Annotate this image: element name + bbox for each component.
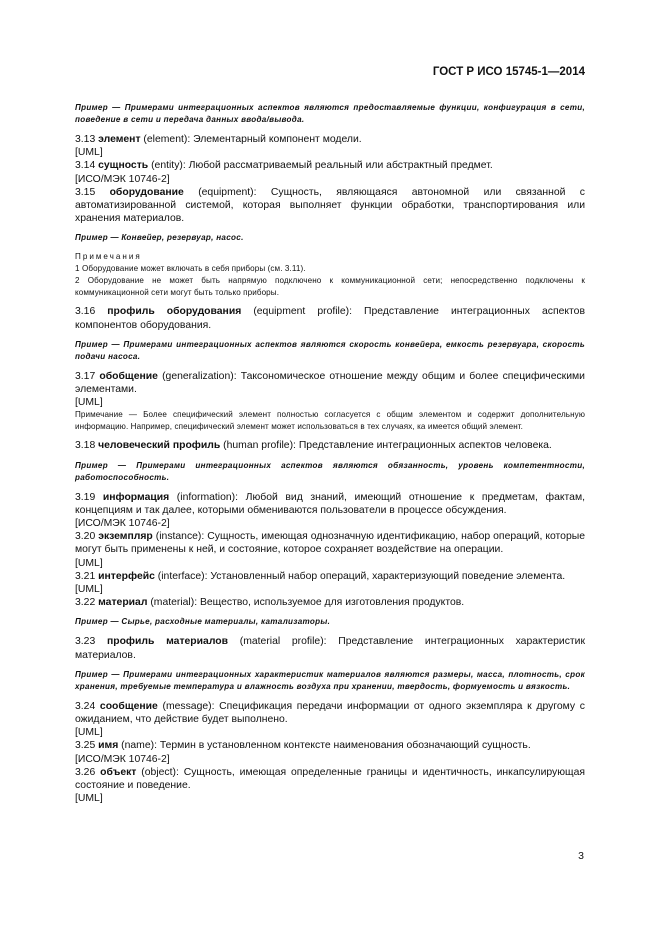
term-number: 3.21 [75, 570, 99, 582]
example-text: Пример — Сырье, расходные материалы, катализаторы. [75, 617, 331, 627]
term-text: (generalization): Таксономическое отношение между общим и более специфическими элементами. [75, 370, 585, 396]
term-definition [75, 305, 585, 331]
term-name: обобщение [99, 370, 158, 382]
term-number: 3.20 [75, 531, 99, 543]
notes-heading: Примечания [75, 252, 142, 262]
document-body [75, 95, 585, 806]
term-definition [75, 766, 585, 792]
term-number: 3.19 [75, 491, 103, 503]
term-name: профиль оборудования [107, 306, 242, 318]
example-text: Пример — Примерами интеграционных характеристик материалов являются размеры, масса, плотность, срок хранения, требуемые температура и влажность воздуха при хранении, твердость, формуемость и вязкость. [75, 669, 585, 691]
term-name: сущность [98, 160, 149, 172]
term-text: (name): Термин в установленном контексте наименования обозначающий сущность. [118, 740, 531, 752]
term-name: человеческий профиль [98, 440, 221, 452]
note-text: Примечание — Более специфический элемент полностью согласуется с общим элементом и содержит дополнительную информацию. Например, специфический элемент может использоваться в тех случаях, ка имеется общий элемент. [75, 410, 585, 432]
term-name: сообщение [99, 700, 158, 712]
term-text: (material): Вещество, используемое для изготовления продуктов. [147, 597, 465, 609]
term-definition [75, 370, 585, 396]
term-definition [75, 491, 585, 517]
note-text: 1 Оборудование может включать в себя приборы (см. 3.11). [75, 264, 306, 274]
source-reference: [UML] [75, 397, 103, 409]
example-text: Пример — Примерами интеграционных аспектов являются обязанность, уровень компетентности, работоспособность. [75, 460, 585, 482]
page-number: 3 [578, 850, 584, 862]
term-name: объект [100, 766, 137, 778]
term-definition [75, 596, 585, 609]
note-text: 2 Оборудование не может быть напрямую подключено к коммуникационной сети; непосредственно подключены к коммуникационной сети могут быть только приборы. [75, 276, 585, 298]
term-definition [75, 439, 585, 452]
source-reference: [ИСО/МЭК 10746-2] [75, 173, 170, 185]
term-name: материал [98, 597, 148, 609]
term-number: 3.24 [75, 700, 100, 712]
term-text: (information): Любой вид знаний, имеющий отношение к предметам, фактам, концепциям и так далее, которыми обмениваются пользователи в процессе обсуждения. [75, 491, 585, 516]
example-text: Пример — Примерами интеграционных аспектов являются скорость конвейера, емкость резервуара, скорость подачи насоса. [75, 339, 585, 361]
source-reference: [UML] [75, 147, 103, 159]
term-number: 3.17 [75, 370, 100, 382]
term-name: элемент [98, 134, 141, 145]
source-reference: [UML] [75, 584, 103, 596]
term-number: 3.18 [75, 440, 99, 452]
source-reference: [UML] [75, 727, 103, 739]
term-definition [75, 186, 585, 226]
term-number: 3.26 [75, 766, 101, 778]
term-name: интерфейс [98, 570, 155, 582]
term-name: информация [102, 491, 170, 503]
term-number: 3.15 [75, 186, 110, 198]
term-number: 3.25 [75, 740, 99, 752]
term-number: 3.14 [75, 160, 99, 172]
term-definition [75, 159, 585, 172]
term-text: (instance): Сущность, имеющая однозначную идентификацию, набор операций, которые могут быть применены к ней, и состояние, которое сохраняет воздействие на операции. [75, 531, 585, 556]
source-reference: [UML] [75, 793, 103, 805]
source-reference: [UML] [75, 557, 103, 569]
term-name: оборудование [109, 186, 184, 198]
term-name: профиль материалов [106, 636, 229, 648]
term-text: (object): Сущность, имеющая определенные границы и идентичность, инкапсулирующая состояние и поведение. [75, 766, 585, 792]
source-reference: [ИСО/МЭК 10746-2] [75, 518, 170, 530]
term-definition [75, 700, 585, 726]
term-text: (entity): Любой рассматриваемый реальный или абстрактный предмет. [148, 160, 493, 172]
term-text: (interface): Установленный набор операций, характеризующий поведение элемента. [154, 570, 566, 582]
source-reference: [ИСО/МЭК 10746-2] [75, 753, 170, 765]
term-text: (equipment): Сущность, являющаяся автономной или связанной с автоматизированной системой, которая выполняет функции обработки, транспортирования или хранения материалов. [75, 186, 585, 225]
example-text: Пример — Конвейер, резервуар, насос. [75, 233, 244, 243]
term-number: 3.13 [75, 134, 99, 145]
term-name: имя [98, 740, 119, 752]
term-definition [75, 739, 585, 752]
term-definition [75, 530, 585, 556]
term-text: (equipment profile): Представление интеграционных аспектов компонентов оборудования. [75, 306, 585, 331]
term-name: экземпляр [98, 531, 153, 543]
term-definition [75, 570, 585, 583]
example-text: Пример — Примерами интеграционных аспектов являются предоставляемые функции, конфигурация в сети, поведение в сети и передача данных ввода/вывода. [75, 103, 585, 124]
term-definition [75, 635, 585, 661]
term-text: (message): Спецификация передачи информации от одного экземпляра к другому с ожиданием, что действие будет выполнено. [75, 700, 585, 726]
term-definition [75, 133, 585, 146]
term-number: 3.23 [75, 636, 107, 648]
document-header: ГОСТ Р ИСО 15745-1—2014 [432, 66, 585, 78]
term-number: 3.16 [75, 306, 108, 318]
term-text: (material profile): Представление интеграционных характеристик материалов. [75, 636, 585, 661]
term-text: (human profile): Представление интеграционных аспектов человека. [220, 440, 552, 452]
term-number: 3.22 [75, 597, 99, 609]
term-text: (element): Элементарный компонент модели. [140, 134, 362, 145]
